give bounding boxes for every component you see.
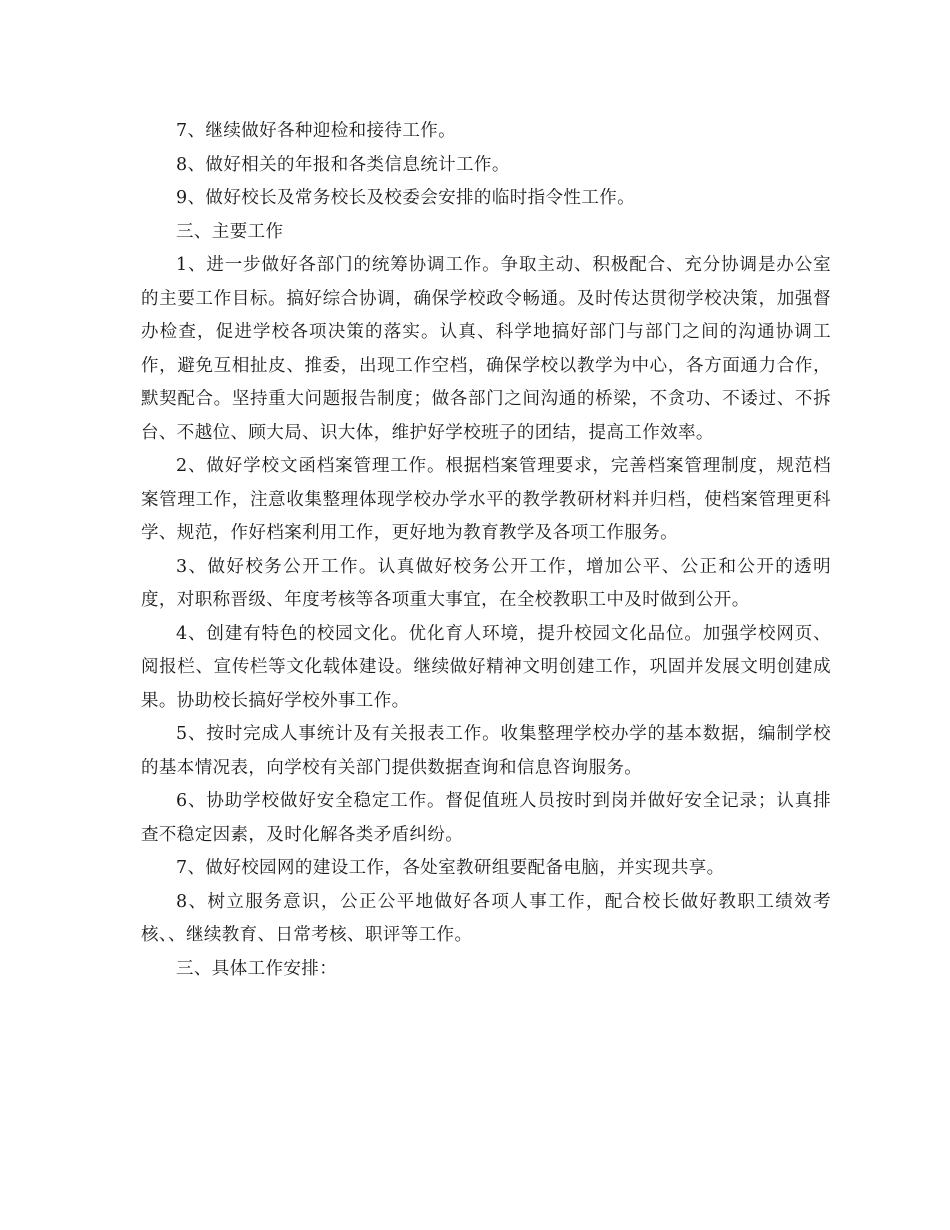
section-heading-specific-arrangements: 三、具体工作安排： (176, 958, 338, 979)
paragraph-safety: 6、协助学校做好安全稳定工作。督促值班人员按时到岗并做好安全记录；认真排查不稳定因素，及时化解各类矛盾纠纷。 (141, 791, 831, 845)
paragraph-archives: 2、做好学校文函档案管理工作。根据档案管理要求，完善档案管理制度，规范档案管理工作，注意收集整理体现学校办学水平的教学教研材料并归档，使档案管理更科学、规范，作好档案利用工作，更好地为教育教学及各项工作服务。 (141, 456, 831, 543)
document-page (141, 115, 831, 986)
paragraph-personnel-statistics: 5、按时完成人事统计及有关报表工作。收集整理学校办学的基本数据，编制学校的基本情况表，向学校有关部门提供数据查询和信息咨询服务。 (141, 724, 831, 778)
paragraph-campus-network: 7、做好校园网的建设工作，各处室教研组要配备电脑，并实现共享。 (176, 858, 725, 878)
paragraph-transparency: 3、做好校务公开工作。认真做好校务公开工作，增加公平、公正和公开的透明度，对职称晋级、年度考核等各项重大事宜，在全校教职工中及时做到公开。 (141, 556, 831, 610)
paragraph-item-7-inspection: 7、继续做好各种迎检和接待工作。 (176, 121, 457, 141)
paragraph-campus-culture: 4、创建有特色的校园文化。优化育人环境，提升校园文化品位。加强学校网页、阅报栏、宣传栏等文化载体建设。继续做好精神文明创建工作，巩固并发展文明创建成果。协助校长搞好学校外事工作。 (141, 623, 831, 711)
paragraph-item-8-statistics: 8、做好相关的年报和各类信息统计工作。 (176, 154, 510, 175)
paragraph-item-9-temporary-tasks: 9、做好校长及常务校长及校委会安排的临时指令性工作。 (176, 188, 636, 208)
paragraph-service-awareness: 8、树立服务意识，公正公平地做好各项人事工作，配合校长做好教职工绩效考核、、继续教育、日常考核、职评等工作。 (141, 891, 831, 945)
section-heading-main-work: 三、主要工作 (176, 221, 284, 242)
paragraph-coordination: 1、进一步做好各部门的统筹协调工作。争取主动、积极配合、充分协调是办公室的主要工作目标。搞好综合协调，确保学校政令畅通。及时传达贯彻学校决策，加强督办检查，促进学校各项决策的落实。认真、科学地搞好部门与部门之间的沟通协调工作，避免互相扯皮、推委，出现工作空档，确保学校以教学为中心，各方面通力合作，默契配合。坚持重大问题报告制度；做各部门之间沟通的桥梁，不贪功、不诿过、不拆台、不越位、顾大局、识大体，维护好学校班子的团结，提高工作效率。 (141, 255, 831, 443)
